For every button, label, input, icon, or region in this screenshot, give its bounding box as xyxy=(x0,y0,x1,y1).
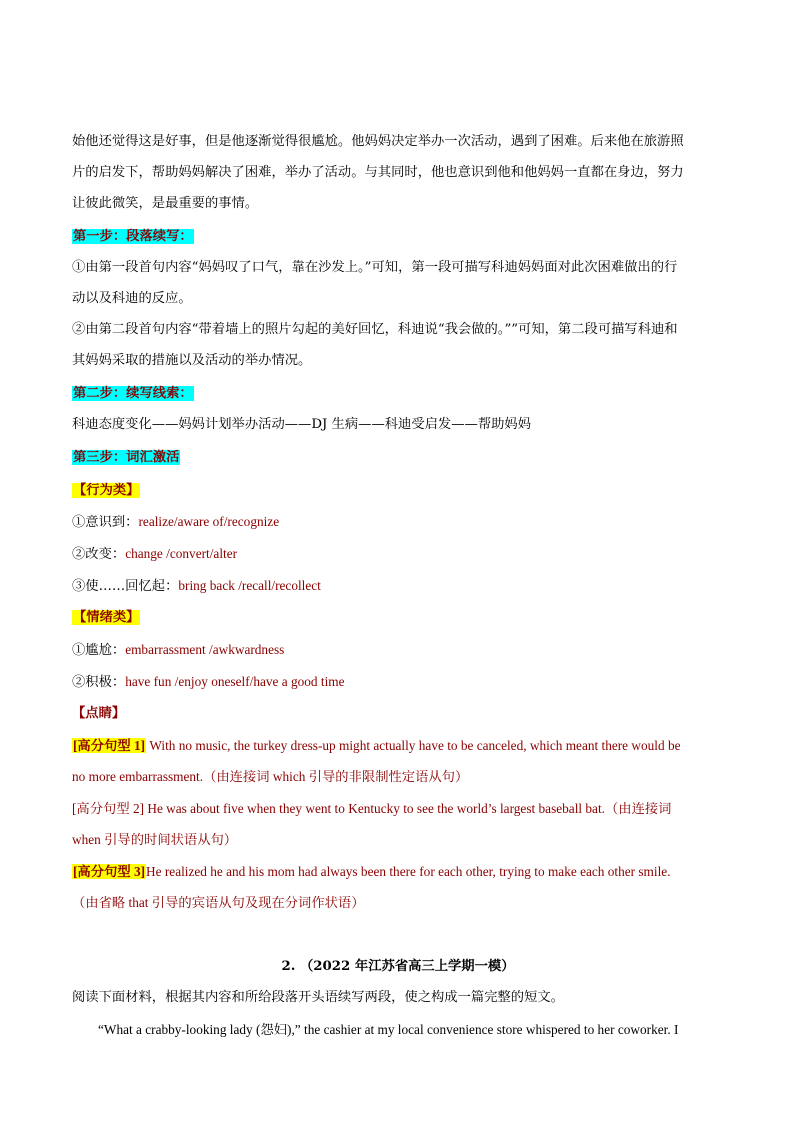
sentence2-line1: [高分句型 2] He was about five when they went to Kentucky to see the world’s largest baseball bat.（由连接词 xyxy=(72,801,672,816)
highlights-heading: 【点睛】 xyxy=(72,706,126,721)
step1-point2-line1: ②由第二段首句内容“带着墙上的照片勾起的美好回忆，科迪说“我会做的。””可知，第二段可描写科迪和 xyxy=(72,322,678,337)
step1-heading: 第一步：段落续写： xyxy=(73,229,193,244)
sentence3-tag: [高分句型 3] xyxy=(73,864,146,879)
step1-heading-row xyxy=(72,227,724,247)
emotion-item-2-en: have fun /enjoy oneself/have a good time xyxy=(125,674,345,689)
intro-line-3: 让彼此微笑，是最重要的事情。 xyxy=(72,196,259,211)
sentence3-line2: （由省略 that 引导的宾语从句及现在分词作状语） xyxy=(72,895,365,910)
behavior-item-1-zh: ①意识到： xyxy=(72,515,139,530)
sentence1-text: With no music, the turkey dress-up might actually have to be canceled, which meant there would be xyxy=(146,738,681,753)
step2-heading: 第二步：续写线索： xyxy=(73,386,193,401)
emotion-heading-row xyxy=(72,608,724,628)
step1-point1-line1: ①由第一段首句内容“妈妈叹了口气，靠在沙发上。”可知，第一段可描写科迪妈妈面对此次困难做出的行 xyxy=(72,260,678,275)
step3-heading: 第三步：词汇激活 xyxy=(73,450,180,465)
question2-title: 2. （2022 年江苏省高三上学期一模） xyxy=(281,959,515,974)
step2-clues: 科迪态度变化——妈妈计划举办活动——DJ 生病——科迪受启发——帮助妈妈 xyxy=(72,417,532,432)
question2-story-line1: “What a crabby-looking lady (怨妇),” the cashier at my local convenience store whispered to her coworker. I xyxy=(98,1022,679,1037)
sentence2-line2: when 引导的时间状语从句） xyxy=(72,832,238,847)
step2-heading-row xyxy=(72,384,724,404)
step1-point2-line2: 其妈妈采取的措施以及活动的举办情况。 xyxy=(72,353,312,368)
emotion-item-1-zh: ①尴尬： xyxy=(72,643,126,658)
sentence3-line1 xyxy=(72,862,724,882)
sentence1-tag: [高分句型 1] xyxy=(73,738,146,753)
behavior-item-1 xyxy=(72,512,724,533)
emotion-heading: 【情绪类】 xyxy=(73,610,140,625)
behavior-item-3-en: bring back /recall/recollect xyxy=(178,578,321,593)
question2-instruction: 阅读下面材料，根据其内容和所给段落开头语续写两段，使之构成一篇完整的短文。 xyxy=(72,990,564,1005)
behavior-item-2-en: change /convert/alter xyxy=(125,546,238,561)
emotion-item-1 xyxy=(72,640,724,661)
sentence3-text: He realized he and his mom had always been there for each other, trying to make each other smile. xyxy=(146,864,671,879)
emotion-item-2-zh: ②积极： xyxy=(72,675,126,690)
sentence1-line1 xyxy=(72,736,724,756)
step1-point1-line2: 动以及科迪的反应。 xyxy=(72,291,192,306)
behavior-item-2-zh: ②改变： xyxy=(72,547,126,562)
behavior-heading: 【行为类】 xyxy=(73,483,140,498)
emotion-item-1-en: embarrassment /awkwardness xyxy=(125,642,285,657)
intro-line-2: 片的启发下，帮助妈妈解决了困难，举办了活动。与其同时，他也意识到他和他妈妈一直都在身边，努力 xyxy=(72,165,684,180)
behavior-heading-row xyxy=(72,481,724,501)
behavior-item-2 xyxy=(72,544,724,565)
intro-line-1: 始他还觉得这是好事，但是他逐渐觉得很尴尬。他妈妈决定举办一次活动，遇到了困难。后来他在旅游照 xyxy=(72,134,684,149)
behavior-item-3 xyxy=(72,576,724,597)
behavior-item-1-en: realize/aware of/recognize xyxy=(138,514,280,529)
step3-heading-row xyxy=(72,448,724,468)
behavior-item-3-zh: ③使……回忆起： xyxy=(72,579,179,594)
sentence1-line2: no more embarrassment.（由连接词 which 引导的非限制性定语从句） xyxy=(72,769,469,784)
highlights-heading-row xyxy=(72,704,724,724)
emotion-item-2 xyxy=(72,672,724,693)
